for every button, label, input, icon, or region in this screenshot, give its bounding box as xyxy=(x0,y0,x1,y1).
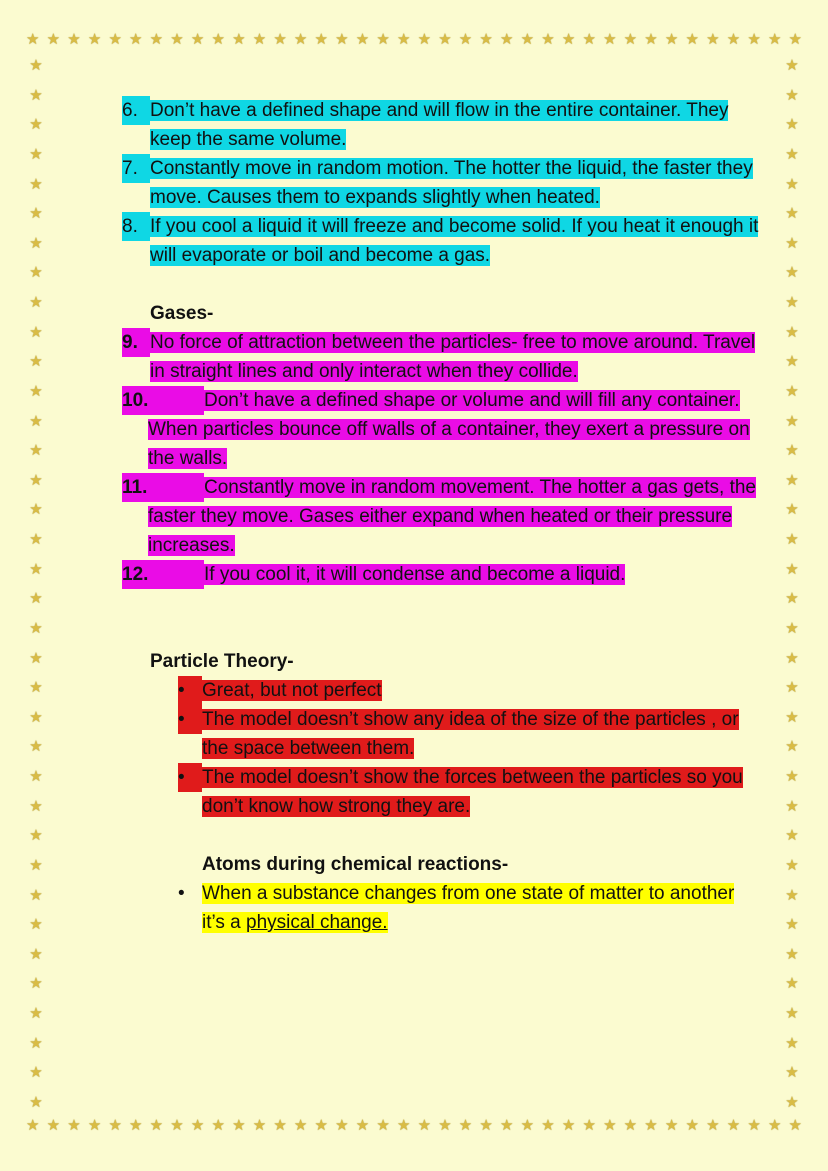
star-icon: ★ xyxy=(520,31,535,48)
star-icon: ★ xyxy=(29,916,43,934)
star-icon: ★ xyxy=(170,1117,184,1134)
star-icon: ★ xyxy=(29,471,43,489)
item-text: No force of attraction between the particles- free to move around. Travel in straight lines and only interact when they collide. xyxy=(150,332,756,382)
star-icon: ★ xyxy=(314,1117,328,1134)
spacer xyxy=(122,270,762,299)
star-icon: ★ xyxy=(108,1117,122,1134)
star-icon: ★ xyxy=(623,31,638,48)
star-icon: ★ xyxy=(190,31,205,48)
star-icon: ★ xyxy=(29,797,43,815)
star-icon: ★ xyxy=(541,1117,555,1134)
star-icon: ★ xyxy=(520,1117,535,1134)
list-item-7 xyxy=(122,154,762,212)
star-icon: ★ xyxy=(29,323,43,341)
star-icon: ★ xyxy=(67,1117,81,1134)
star-icon: ★ xyxy=(561,31,576,48)
item-number: 7. xyxy=(122,154,150,183)
star-icon: ★ xyxy=(29,145,43,163)
star-icon: ★ xyxy=(438,31,452,48)
item-text: Constantly move in random movement. The hotter a gas gets, the faster they move. Gases either expand when heated or their pressure increases. xyxy=(148,477,756,556)
star-icon: ★ xyxy=(29,86,43,104)
star-icon: ★ xyxy=(29,501,43,519)
star-icon: ★ xyxy=(785,1005,799,1022)
star-icon: ★ xyxy=(767,31,782,48)
star-icon: ★ xyxy=(785,531,799,548)
star-icon: ★ xyxy=(170,31,184,48)
star-icon: ★ xyxy=(603,31,617,48)
star-icon: ★ xyxy=(785,560,799,578)
star-icon: ★ xyxy=(541,31,555,48)
gases-heading: Gases- xyxy=(150,303,214,324)
star-icon: ★ xyxy=(29,1093,43,1111)
star-icon: ★ xyxy=(458,1117,473,1134)
star-icon: ★ xyxy=(29,382,43,400)
star-icon: ★ xyxy=(314,31,328,48)
star-icon: ★ xyxy=(747,1117,761,1134)
star-icon: ★ xyxy=(706,1117,720,1134)
list-item-9 xyxy=(122,328,762,386)
list-item-11 xyxy=(122,473,762,560)
star-icon: ★ xyxy=(335,31,349,48)
list-item-6 xyxy=(122,96,762,154)
star-icon: ★ xyxy=(108,31,122,48)
list-item-8 xyxy=(122,212,762,270)
star-border-top xyxy=(26,32,802,47)
star-icon: ★ xyxy=(785,205,799,223)
spacer xyxy=(122,589,762,647)
star-icon: ★ xyxy=(747,31,761,48)
star-icon: ★ xyxy=(232,1117,246,1134)
star-icon: ★ xyxy=(458,31,473,48)
star-icon: ★ xyxy=(603,1117,617,1134)
item-text: If you cool it, it will condense and become a liquid. xyxy=(204,564,626,585)
star-icon: ★ xyxy=(29,856,43,874)
star-icon: ★ xyxy=(293,1117,308,1134)
star-icon: ★ xyxy=(785,382,799,400)
star-icon: ★ xyxy=(785,353,799,371)
bullet-text: When a substance changes from one state of matter to another it’s a xyxy=(202,883,735,933)
star-icon: ★ xyxy=(87,1117,102,1134)
bullet-text: Great, but not perfect xyxy=(202,680,382,701)
star-icon: ★ xyxy=(785,323,799,341)
star-icon: ★ xyxy=(500,1117,514,1134)
star-icon: ★ xyxy=(788,1117,802,1134)
star-icon: ★ xyxy=(785,619,799,637)
underlined-text: physical change. xyxy=(246,912,388,933)
star-icon: ★ xyxy=(29,619,43,637)
star-icon: ★ xyxy=(785,234,799,252)
bullet-item xyxy=(122,676,762,705)
star-icon: ★ xyxy=(785,679,799,697)
star-icon: ★ xyxy=(785,116,799,134)
star-icon: ★ xyxy=(479,31,493,48)
star-icon: ★ xyxy=(129,31,143,48)
star-icon: ★ xyxy=(29,116,43,134)
star-icon: ★ xyxy=(767,1117,782,1134)
bullet-item xyxy=(122,705,762,763)
star-icon: ★ xyxy=(211,31,225,48)
star-icon: ★ xyxy=(29,1064,43,1082)
star-icon: ★ xyxy=(335,1117,349,1134)
star-icon: ★ xyxy=(644,1117,658,1134)
star-icon: ★ xyxy=(417,31,432,48)
star-icon: ★ xyxy=(29,175,43,193)
star-icon: ★ xyxy=(785,827,799,845)
bullet-icon: • xyxy=(178,676,202,705)
star-icon: ★ xyxy=(87,31,102,48)
star-icon: ★ xyxy=(190,1117,205,1134)
star-icon: ★ xyxy=(396,31,411,48)
star-icon: ★ xyxy=(500,31,514,48)
item-text: Constantly move in random motion. The hotter the liquid, the faster they move. Causes them to expands slightly when heated. xyxy=(150,158,753,208)
item-number: 8. xyxy=(122,212,150,241)
star-icon: ★ xyxy=(29,649,43,667)
star-icon: ★ xyxy=(29,234,43,252)
star-icon: ★ xyxy=(67,31,81,48)
star-icon: ★ xyxy=(438,1117,452,1134)
star-icon: ★ xyxy=(29,264,43,282)
particle-theory-heading: Particle Theory- xyxy=(150,651,294,672)
item-number: 11. xyxy=(122,473,204,502)
star-icon: ★ xyxy=(29,768,43,785)
star-icon: ★ xyxy=(396,1117,411,1134)
star-icon: ★ xyxy=(785,501,799,519)
spacer xyxy=(122,821,762,850)
star-icon: ★ xyxy=(129,1117,143,1134)
star-icon: ★ xyxy=(785,886,799,904)
star-icon: ★ xyxy=(623,1117,638,1134)
star-icon: ★ xyxy=(785,856,799,874)
item-number: 9. xyxy=(122,328,150,357)
star-icon: ★ xyxy=(785,738,799,756)
list-item-12 xyxy=(122,560,762,589)
star-border-left xyxy=(27,58,45,1110)
star-icon: ★ xyxy=(785,708,799,726)
star-icon: ★ xyxy=(29,679,43,697)
item-number: 6. xyxy=(122,96,150,125)
star-icon: ★ xyxy=(785,797,799,815)
star-icon: ★ xyxy=(685,1117,699,1134)
item-text: If you cool a liquid it will freeze and become solid. If you heat it enough it will evaporate or boil and become a gas. xyxy=(150,216,759,266)
star-icon: ★ xyxy=(29,205,43,223)
star-icon: ★ xyxy=(29,1034,43,1052)
star-icon: ★ xyxy=(355,1117,370,1134)
star-icon: ★ xyxy=(29,975,43,993)
star-icon: ★ xyxy=(582,1117,596,1134)
star-icon: ★ xyxy=(726,31,741,48)
star-icon: ★ xyxy=(149,31,164,48)
star-icon: ★ xyxy=(355,31,370,48)
bullet-icon: • xyxy=(178,883,185,904)
item-number: 10. xyxy=(122,386,204,415)
item-number: 12. xyxy=(122,560,204,589)
star-icon: ★ xyxy=(785,590,799,608)
star-icon: ★ xyxy=(785,649,799,667)
star-border-bottom xyxy=(26,1118,802,1133)
reactions-heading: Atoms during chemical reactions- xyxy=(202,854,509,875)
star-icon: ★ xyxy=(273,1117,287,1134)
star-icon: ★ xyxy=(29,353,43,371)
star-icon: ★ xyxy=(293,31,308,48)
star-icon: ★ xyxy=(785,1093,799,1111)
star-icon: ★ xyxy=(29,886,43,904)
star-icon: ★ xyxy=(785,412,799,430)
star-icon: ★ xyxy=(785,175,799,193)
star-icon: ★ xyxy=(726,1117,741,1134)
star-icon: ★ xyxy=(29,708,43,726)
star-icon: ★ xyxy=(29,412,43,430)
bullet-icon: • xyxy=(178,763,202,792)
star-icon: ★ xyxy=(273,31,287,48)
star-icon: ★ xyxy=(29,738,43,756)
bullet-item xyxy=(122,879,762,937)
bullet-text: The model doesn’t show any idea of the size of the particles , or the space between them. xyxy=(202,709,739,759)
star-icon: ★ xyxy=(29,442,43,460)
star-icon: ★ xyxy=(26,31,40,48)
star-icon: ★ xyxy=(29,294,43,311)
star-icon: ★ xyxy=(479,1117,493,1134)
star-icon: ★ xyxy=(29,590,43,608)
star-icon: ★ xyxy=(29,531,43,548)
document-body xyxy=(122,96,762,937)
star-icon: ★ xyxy=(788,31,802,48)
star-icon: ★ xyxy=(211,1117,225,1134)
star-icon: ★ xyxy=(29,945,43,963)
star-icon: ★ xyxy=(785,145,799,163)
star-icon: ★ xyxy=(785,294,799,311)
star-icon: ★ xyxy=(26,1117,40,1134)
star-icon: ★ xyxy=(29,827,43,845)
star-icon: ★ xyxy=(644,31,658,48)
star-icon: ★ xyxy=(785,1034,799,1052)
star-icon: ★ xyxy=(785,86,799,104)
star-icon: ★ xyxy=(785,975,799,993)
star-icon: ★ xyxy=(785,916,799,934)
star-icon: ★ xyxy=(785,1064,799,1082)
star-icon: ★ xyxy=(29,1005,43,1022)
star-icon: ★ xyxy=(785,768,799,785)
star-icon: ★ xyxy=(376,1117,390,1134)
bullet-text: The model doesn’t show the forces between the particles so you don’t know how strong they are. xyxy=(202,767,743,817)
item-text: Don’t have a defined shape and will flow in the entire container. They keep the same volume. xyxy=(150,100,729,150)
star-icon: ★ xyxy=(149,1117,164,1134)
star-icon: ★ xyxy=(664,1117,679,1134)
star-icon: ★ xyxy=(785,471,799,489)
star-icon: ★ xyxy=(685,31,699,48)
star-icon: ★ xyxy=(785,945,799,963)
star-border-right xyxy=(783,58,801,1110)
star-icon: ★ xyxy=(706,31,720,48)
item-text: Don’t have a defined shape or volume and will fill any container. When particles bounce off walls of a container, they exert a pressure on the walls. xyxy=(148,390,750,469)
star-icon: ★ xyxy=(46,31,61,48)
star-icon: ★ xyxy=(232,31,246,48)
list-item-10 xyxy=(122,386,762,473)
star-icon: ★ xyxy=(376,31,390,48)
star-icon: ★ xyxy=(29,560,43,578)
star-icon: ★ xyxy=(785,264,799,282)
star-icon: ★ xyxy=(252,1117,267,1134)
bullet-icon: • xyxy=(178,705,202,734)
star-icon: ★ xyxy=(785,442,799,460)
star-icon: ★ xyxy=(46,1117,61,1134)
star-icon: ★ xyxy=(664,31,679,48)
star-icon: ★ xyxy=(29,57,43,74)
bullet-item xyxy=(122,763,762,821)
star-icon: ★ xyxy=(417,1117,432,1134)
star-icon: ★ xyxy=(252,31,267,48)
star-icon: ★ xyxy=(785,57,799,74)
star-icon: ★ xyxy=(561,1117,576,1134)
star-icon: ★ xyxy=(582,31,596,48)
